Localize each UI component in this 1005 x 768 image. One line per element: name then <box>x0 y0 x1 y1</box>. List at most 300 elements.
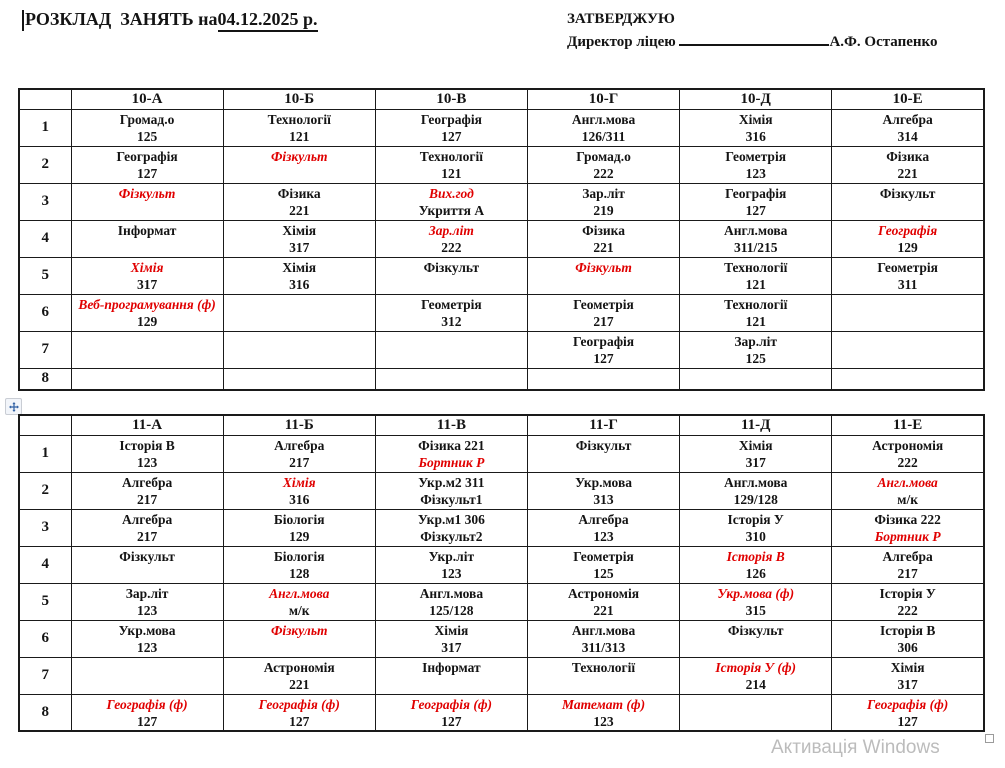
subject-line: Фізкульт <box>727 622 784 638</box>
class-header: 11-Г <box>527 415 679 435</box>
subject-line: 127 <box>289 713 310 729</box>
schedule-cell <box>832 109 984 146</box>
schedule-cell <box>375 583 527 620</box>
subject-line: м/к <box>288 602 310 618</box>
table-row <box>19 331 984 368</box>
schedule-cell <box>71 183 223 220</box>
subject-line-red: Вих.год <box>428 185 474 201</box>
title-date: 04.12.2025 р. <box>218 9 318 32</box>
class-header: 11-В <box>375 415 527 435</box>
approve-label: ЗАТВЕРДЖУЮ <box>567 11 675 27</box>
subject-line-red: Історія У (ф) <box>715 659 796 675</box>
schedule-cell <box>375 657 527 694</box>
lesson-number: 3 <box>19 509 71 546</box>
subject-line: Фізкульт <box>423 259 480 275</box>
subject-line: Англ.мова <box>724 222 788 238</box>
subject-line: 313 <box>593 491 614 507</box>
subject-line: 221 <box>593 239 614 255</box>
schedule-cell <box>832 331 984 368</box>
schedule-cell <box>71 220 223 257</box>
subject-line: Англ.мова <box>571 111 636 127</box>
schedule-cell <box>527 583 679 620</box>
subject-line: Технології <box>571 659 636 675</box>
subject-line: Алгебра <box>882 548 933 564</box>
schedule-cell <box>223 472 375 509</box>
subject-line: 316 <box>289 276 310 292</box>
schedule-cell <box>680 183 832 220</box>
subject-line: 312 <box>441 313 462 329</box>
subject-line: Геометрія <box>725 148 786 164</box>
subject-line: Англ.мова <box>724 474 788 490</box>
subject-line: Фізкульт1 <box>420 491 483 507</box>
class-header: 10-Д <box>680 89 832 109</box>
subject-line: 311/313 <box>581 639 626 655</box>
approval-block <box>567 8 938 53</box>
schedule-cell <box>223 294 375 331</box>
subject-line: Алгебра <box>121 474 173 490</box>
subject-line: Інформат <box>117 222 177 238</box>
subject-line: Алгебра <box>274 437 325 453</box>
subject-line: 311/215 <box>733 239 778 255</box>
schedule-cell <box>680 368 832 390</box>
lesson-number: 5 <box>19 257 71 294</box>
schedule-cell <box>680 620 832 657</box>
schedule-cell <box>832 257 984 294</box>
subject-line: Географія <box>725 185 787 201</box>
subject-line: Технології <box>724 296 788 312</box>
four-way-move-icon <box>9 402 19 412</box>
table-row <box>19 583 984 620</box>
lesson-number: 5 <box>19 583 71 620</box>
schedule-cell <box>375 620 527 657</box>
subject-line: Геометрія <box>877 259 938 275</box>
director-label: Директор ліцею <box>567 33 680 50</box>
subject-line: Фізика <box>277 185 321 201</box>
schedule-cell <box>375 546 527 583</box>
subject-line: Зар.літ <box>582 185 625 201</box>
subject-line-red: Математ (ф) <box>562 696 646 712</box>
subject-line: 221 <box>289 202 310 218</box>
subject-line: 129 <box>136 313 158 329</box>
schedule-cell <box>71 368 223 390</box>
subject-line: Фізика 221 <box>418 437 485 453</box>
subject-line: Історія В <box>119 437 175 453</box>
lesson-number: 4 <box>19 220 71 257</box>
subject-line: 222 <box>897 454 918 470</box>
class-header-row <box>19 415 984 435</box>
subject-line: 317 <box>136 276 158 292</box>
schedule-cell <box>680 509 832 546</box>
lesson-number: 8 <box>19 694 71 731</box>
schedule-cell <box>832 294 984 331</box>
schedule-cell <box>527 331 679 368</box>
subject-line: 217 <box>897 565 918 581</box>
subject-line: Громад.о <box>576 148 631 164</box>
class-header: 11-Б <box>223 415 375 435</box>
schedule-cell <box>223 509 375 546</box>
schedule-cell <box>832 472 984 509</box>
subject-line: Технології <box>724 259 788 275</box>
schedule-cell <box>680 583 832 620</box>
subject-line: м/к <box>897 491 918 507</box>
lesson-number: 2 <box>19 472 71 509</box>
subject-line: 126 <box>745 565 766 581</box>
lesson-number: 7 <box>19 657 71 694</box>
subject-line: 217 <box>593 313 614 329</box>
schedule-cell <box>375 257 527 294</box>
subject-line: 306 <box>897 639 918 655</box>
table-row <box>19 435 984 472</box>
schedule-cell <box>375 331 527 368</box>
subject-line: 123 <box>136 639 158 655</box>
subject-line: Технології <box>267 111 331 127</box>
subject-line-red: Історія В <box>726 548 785 564</box>
schedule-cell <box>680 220 832 257</box>
schedule-table-grade-10 <box>18 88 985 391</box>
schedule-cell <box>680 546 832 583</box>
subject-line-red: Англ.мова <box>877 474 938 490</box>
schedule-cell <box>223 257 375 294</box>
schedule-cell <box>527 220 679 257</box>
subject-line: 315 <box>745 602 766 618</box>
table-row <box>19 694 984 731</box>
subject-line: Фізкульт <box>575 437 632 453</box>
subject-line: 129 <box>289 528 310 544</box>
subject-line-red: Зар.літ <box>428 222 474 238</box>
table-row <box>19 657 984 694</box>
schedule-cell <box>223 657 375 694</box>
schedule-cell <box>832 620 984 657</box>
subject-line: 123 <box>593 528 614 544</box>
subject-line: 125 <box>593 565 614 581</box>
schedule-cell <box>832 146 984 183</box>
resize-square-icon[interactable] <box>985 734 994 743</box>
subject-line: Англ.мова <box>419 585 484 601</box>
subject-line: 123 <box>745 165 766 181</box>
subject-line: Географія <box>116 148 178 164</box>
schedule-cell <box>71 146 223 183</box>
subject-line-red: Бортник Р <box>418 454 485 470</box>
schedule-cell <box>832 435 984 472</box>
subject-line: Фізика <box>582 222 625 238</box>
table-row <box>19 257 984 294</box>
subject-line: Англ.мова <box>571 622 636 638</box>
subject-line: 221 <box>897 165 918 181</box>
schedule-cell <box>527 620 679 657</box>
schedule-cell <box>527 694 679 731</box>
subject-line-red: Фізкульт <box>270 148 328 164</box>
schedule-cell <box>71 694 223 731</box>
subject-line-red: Англ.мова <box>269 585 330 601</box>
table-row <box>19 368 984 390</box>
subject-line-red: Бортник Р <box>874 528 941 544</box>
subject-line: Історія В <box>879 622 936 638</box>
signature-blank <box>679 31 829 46</box>
subject-line: 317 <box>897 676 918 692</box>
subject-line: 217 <box>136 528 158 544</box>
subject-line: Фізика <box>886 148 930 164</box>
corner-cell <box>19 89 71 109</box>
subject-line: 221 <box>593 602 614 618</box>
subject-line: Хімія <box>738 437 773 453</box>
corner-cell <box>19 415 71 435</box>
subject-line: 310 <box>745 528 766 544</box>
subject-line: Історія У <box>727 511 784 527</box>
text-cursor <box>22 10 24 31</box>
subject-line: Зар.літ <box>734 333 778 349</box>
lesson-number: 1 <box>19 435 71 472</box>
schedule-cell <box>223 146 375 183</box>
schedule-cell <box>527 368 679 390</box>
class-header: 10-Е <box>832 89 984 109</box>
schedule-table-grade-10-wrap <box>18 88 985 391</box>
schedule-table-grade-11 <box>18 414 985 732</box>
page-title <box>25 9 318 30</box>
schedule-cell <box>832 183 984 220</box>
class-header: 10-В <box>375 89 527 109</box>
schedule-cell <box>527 657 679 694</box>
schedule-cell <box>832 546 984 583</box>
subject-line: Укр.мова <box>118 622 176 638</box>
lesson-number: 2 <box>19 146 71 183</box>
schedule-cell <box>527 509 679 546</box>
schedule-table-grade-11-wrap <box>18 414 985 732</box>
class-header: 10-А <box>71 89 223 109</box>
subject-line: Геометрія <box>421 296 482 312</box>
lesson-number: 6 <box>19 294 71 331</box>
table-row <box>19 220 984 257</box>
subject-line: Біологія <box>273 511 325 527</box>
subject-line: 121 <box>745 313 766 329</box>
subject-line: 125 <box>745 350 766 366</box>
schedule-cell <box>680 435 832 472</box>
schedule-cell <box>223 331 375 368</box>
subject-line: 317 <box>441 639 462 655</box>
subject-line-red: Географія (ф) <box>410 696 492 712</box>
subject-line: Алгебра <box>578 511 629 527</box>
schedule-cell <box>375 294 527 331</box>
director-name: А.Ф. Остапенко <box>829 33 938 50</box>
subject-line: Укр.м1 306 <box>417 511 485 527</box>
schedule-cell <box>527 472 679 509</box>
class-header-row <box>19 89 984 109</box>
schedule-cell <box>223 109 375 146</box>
subject-line: 127 <box>441 128 462 144</box>
subject-line: Укр.мова <box>575 474 633 490</box>
subject-line: Громад.о <box>119 111 175 127</box>
lesson-number: 6 <box>19 620 71 657</box>
subject-line: 129 <box>897 239 918 255</box>
schedule-cell <box>375 183 527 220</box>
subject-line: 128 <box>289 565 310 581</box>
lesson-number: 8 <box>19 368 71 390</box>
subject-line: 127 <box>441 713 462 729</box>
lesson-number: 7 <box>19 331 71 368</box>
table-row <box>19 509 984 546</box>
class-header: 11-А <box>71 415 223 435</box>
schedule-cell <box>223 620 375 657</box>
schedule-cell <box>527 546 679 583</box>
schedule-cell <box>680 294 832 331</box>
subject-line: Хімія <box>282 259 317 275</box>
schedule-cell <box>223 220 375 257</box>
schedule-cell <box>375 109 527 146</box>
schedule-cell <box>832 583 984 620</box>
subject-line: Укр.м2 311 <box>418 474 485 490</box>
schedule-cell <box>71 109 223 146</box>
subject-line: Хімія <box>890 659 925 675</box>
subject-line: 121 <box>289 128 310 144</box>
subject-line-red: Географія (ф) <box>258 696 340 712</box>
subject-line: Фізкульт <box>879 185 936 201</box>
class-header: 10-Г <box>527 89 679 109</box>
subject-line: 123 <box>441 565 462 581</box>
subject-line-red: Фізкульт <box>118 185 176 201</box>
subject-line: 123 <box>593 713 614 729</box>
schedule-cell <box>832 220 984 257</box>
subject-line-red: Географія (ф) <box>106 696 188 712</box>
schedule-cell <box>223 368 375 390</box>
schedule-cell <box>375 220 527 257</box>
subject-line: 123 <box>136 454 158 470</box>
table-row <box>19 620 984 657</box>
schedule-cell <box>527 109 679 146</box>
schedule-cell <box>71 620 223 657</box>
subject-line: Географія <box>420 111 482 127</box>
subject-line: 217 <box>289 454 310 470</box>
schedule-cell <box>375 472 527 509</box>
subject-line: 217 <box>136 491 158 507</box>
subject-line: Біологія <box>273 548 325 564</box>
schedule-cell <box>223 435 375 472</box>
schedule-cell <box>527 183 679 220</box>
subject-line: 127 <box>897 713 918 729</box>
subject-line-red: Фізкульт <box>270 622 328 638</box>
lesson-number: 4 <box>19 546 71 583</box>
schedule-cell <box>375 435 527 472</box>
windows-activation-watermark: Активація Windows <box>771 737 940 758</box>
schedule-cell <box>832 694 984 731</box>
subject-line: Фізика 222 <box>874 511 941 527</box>
subject-line: 127 <box>745 202 766 218</box>
table-row <box>19 294 984 331</box>
subject-line-red: Веб-програмування (ф) <box>78 296 216 312</box>
subject-line: Геометрія <box>573 548 634 564</box>
title-text: РОЗКЛАД ЗАНЯТЬ на <box>25 9 218 29</box>
subject-line: Технології <box>419 148 484 164</box>
schedule-cell <box>527 294 679 331</box>
subject-line: Історія У <box>879 585 936 601</box>
subject-line: 125 <box>136 128 158 144</box>
subject-line: Астрономія <box>872 437 944 453</box>
subject-line: Алгебра <box>882 111 933 127</box>
subject-line: Фізкульт <box>119 548 175 564</box>
class-header: 11-Д <box>680 415 832 435</box>
subject-line-red: Укр.мова (ф) <box>717 585 795 601</box>
schedule-cell <box>832 368 984 390</box>
subject-line: Хімія <box>738 111 773 127</box>
subject-line: Географія <box>573 333 635 349</box>
subject-line: Укриття А <box>418 202 485 218</box>
schedule-cell <box>680 657 832 694</box>
subject-line: 317 <box>289 239 310 255</box>
subject-line: Хімія <box>434 622 469 638</box>
subject-line: 222 <box>897 602 918 618</box>
subject-line: 121 <box>441 165 462 181</box>
subject-line: Геометрія <box>573 296 634 312</box>
subject-line-red: Хімія <box>130 259 164 275</box>
schedule-cell <box>71 546 223 583</box>
schedule-cell <box>680 331 832 368</box>
schedule-cell <box>680 472 832 509</box>
subject-line: 129/128 <box>733 491 778 507</box>
schedule-cell <box>223 583 375 620</box>
schedule-cell <box>375 694 527 731</box>
subject-line: 222 <box>441 239 462 255</box>
subject-line-red: Географія (ф) <box>867 696 949 712</box>
schedule-cell <box>71 657 223 694</box>
subject-line: Фізкульт2 <box>420 528 483 544</box>
schedule-cell <box>832 509 984 546</box>
subject-line: Астрономія <box>263 659 335 675</box>
schedule-cell <box>71 257 223 294</box>
subject-line: Інформат <box>422 659 481 675</box>
subject-line-red: Географія <box>878 222 938 238</box>
subject-line: 214 <box>745 676 766 692</box>
table-move-handle[interactable] <box>5 398 22 415</box>
lesson-number: 3 <box>19 183 71 220</box>
subject-line: 316 <box>745 128 766 144</box>
schedule-cell <box>71 583 223 620</box>
subject-line: 121 <box>745 276 766 292</box>
subject-line: Укр.літ <box>428 548 475 564</box>
schedule-cell <box>527 257 679 294</box>
subject-line: 126/311 <box>581 128 626 144</box>
subject-line: 125/128 <box>429 602 474 618</box>
schedule-cell <box>223 183 375 220</box>
schedule-cell <box>527 146 679 183</box>
schedule-cell <box>223 694 375 731</box>
schedule-cell <box>527 435 679 472</box>
subject-line: 219 <box>593 202 614 218</box>
subject-line: Хімія <box>282 222 317 238</box>
schedule-cell <box>832 657 984 694</box>
director-line <box>567 31 938 54</box>
schedule-cell <box>71 509 223 546</box>
subject-line: 311 <box>897 276 918 292</box>
table-row <box>19 183 984 220</box>
subject-line: 317 <box>745 454 766 470</box>
subject-line: 314 <box>897 128 918 144</box>
schedule-cell <box>375 509 527 546</box>
subject-line: 127 <box>136 713 158 729</box>
class-header: 11-Е <box>832 415 984 435</box>
schedule-cell <box>71 472 223 509</box>
subject-line-red: Фізкульт <box>575 259 632 275</box>
subject-line: Астрономія <box>568 585 640 601</box>
table-row <box>19 109 984 146</box>
subject-line: 316 <box>289 491 310 507</box>
schedule-cell <box>71 331 223 368</box>
subject-line: Зар.літ <box>125 585 169 601</box>
schedule-cell <box>680 694 832 731</box>
subject-line: 127 <box>593 350 614 366</box>
table-row <box>19 146 984 183</box>
subject-line: 123 <box>136 602 158 618</box>
lesson-number: 1 <box>19 109 71 146</box>
subject-line: 127 <box>136 165 158 181</box>
schedule-cell <box>680 109 832 146</box>
